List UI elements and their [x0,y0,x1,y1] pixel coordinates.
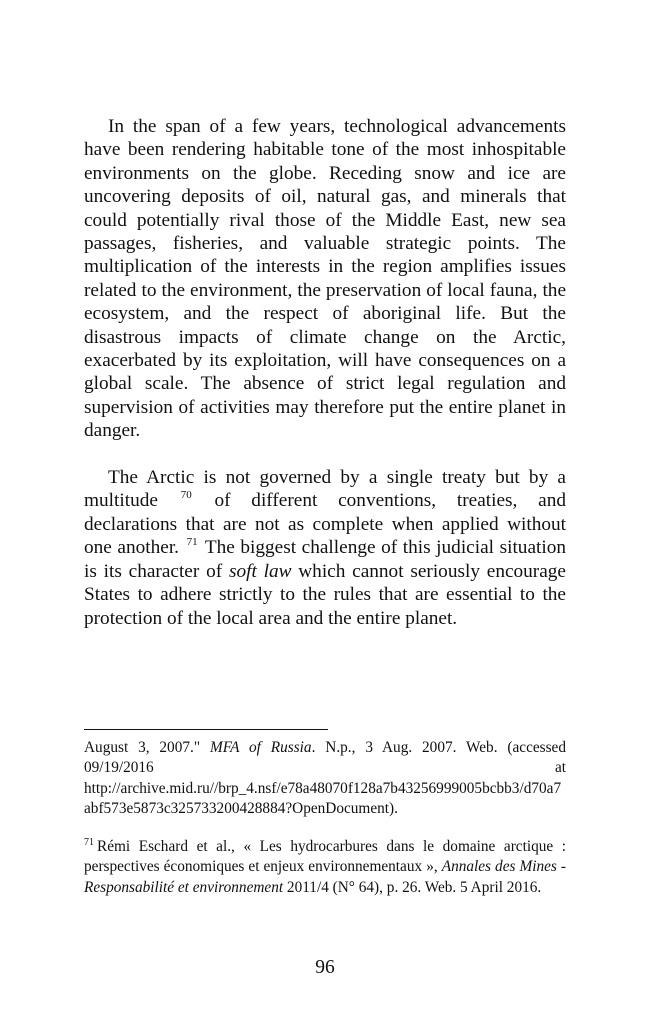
footnote-71-text-1: Rémi Eschard et al., « Les hydrocarbures dans le domaine arctique : perspectives économiques et enjeux environnementaux », [84,838,566,876]
page-number: 96 [315,957,335,978]
footnote-ref-71[interactable]: 71 [186,536,198,549]
footnote-70-source: MFA of Russia [209,739,312,756]
footnote-71-text-2: 2011/4 (N° 64), p. 26. Web. 5 April 2016. [286,878,542,896]
paragraph-2-part-1: The Arctic is not governed by a single treaty but by a multitude [84,467,566,512]
footnote-ref-70[interactable]: 70 [180,489,192,502]
footnote-71-mark: 71 [84,837,94,849]
paragraph-2-part-4: which cannot seriously encourage States to adhere strictly to the rules that are essential to the protection of the local area and the entire planet. [84,560,566,629]
footnote-70-text-2: . N.p., 3 Aug. 2007. Web. (accessed 09/19/2016 at [84,739,566,777]
footnote-70-citation [84,738,566,779]
footnotes [84,738,566,898]
footnote-71-journal: Annales des Mines - Responsabilité et environnement [84,858,567,896]
paragraph-2-part-2: of different conventions, treaties, and declarations that are not as complete when applied without one another. [84,490,566,559]
footnote-separator [84,729,328,730]
footnote-70-text-1: August 3, 2007." [84,739,201,756]
body-text [84,115,566,630]
footnote-71 [84,837,566,898]
footnote-70-continued [84,738,566,819]
soft-law-term: soft law [228,560,292,582]
paragraph-1: In the span of a few years, technological advancements have been rendering habitable tone of the most inhospitable environments on the globe. Receding snow and ice are uncovering deposits of oil, natural gas, and minerals that could potentially rival those of the Middle East, new sea passages, fisheries, and valuable strategic points. The multiplication of the interests in the region amplifies issues related to the environment, the preservation of local fauna, the ecosystem, and the respect of aboriginal life. But the disastrous impacts of climate change on the Arctic, exacerbated by its exploitation, will have consequences on a global scale. The absence of strict legal regulation and supervision of activities may therefore put the entire planet in danger. [84,116,566,442]
footnote-70-url[interactable]: http://archive.mid.ru//brp_4.nsf/e78a48070f128a7b43256999005bcbb3/d70a7abf573e5873c325733200428884?OpenDocument). [84,779,562,817]
paragraph-2 [84,466,566,630]
paragraph-2-part-3: The biggest challenge of this judicial situation is its character of [84,537,566,582]
